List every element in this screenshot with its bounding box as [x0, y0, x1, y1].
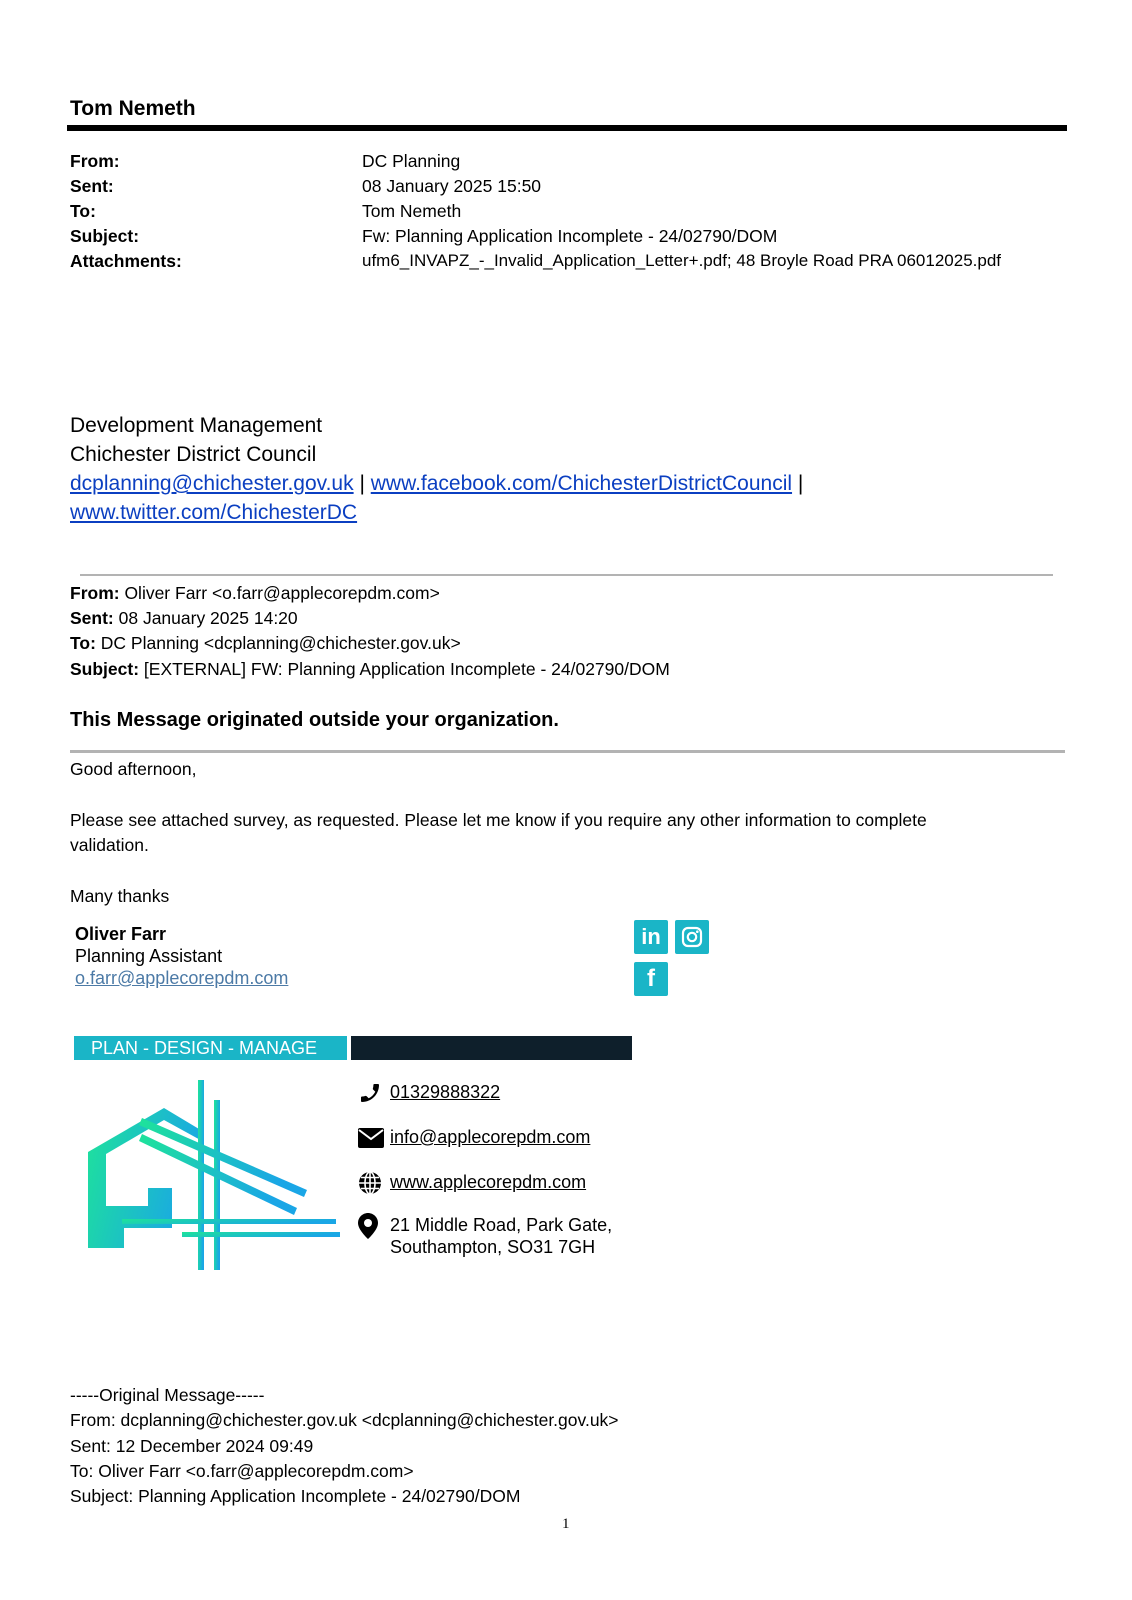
- header-sent-label: Sent:: [70, 176, 114, 196]
- header-attachments-value[interactable]: ufm6_INVAPZ_-_Invalid_Application_Letter+.pdf; 48 Broyle Road PRA 06012025.pdf: [362, 251, 1002, 270]
- original-from: From: dcplanning@chichester.gov.uk <dcplanning@chichester.gov.uk>: [70, 1410, 619, 1430]
- fwd-sent-value: 08 January 2025 14:20: [113, 608, 298, 628]
- body-line2: validation.: [70, 835, 149, 855]
- company-tagline: PLAN - DESIGN - MANAGE: [74, 1036, 347, 1060]
- address-row: [358, 1214, 612, 1258]
- sender-name: Oliver Farr: [75, 924, 167, 944]
- fwd-to: [70, 633, 461, 654]
- fwd-from-value: Oliver Farr <o.farr@applecorepdm.com>: [119, 583, 440, 603]
- applecore-logo: [82, 1080, 342, 1270]
- email-row: [358, 1126, 590, 1150]
- address-line1: 21 Middle Road, Park Gate,: [390, 1215, 613, 1235]
- body-greeting: Good afternoon,: [70, 759, 197, 779]
- address: [390, 1214, 612, 1258]
- sender-title: Planning Assistant: [75, 946, 223, 966]
- header-sent-value: 08 January 2025 15:50: [362, 176, 542, 196]
- website-row: [358, 1171, 586, 1195]
- address-line2: Southampton, SO31 7GH: [390, 1237, 596, 1257]
- facebook-link[interactable]: www.facebook.com/ChichesterDistrictCouncil: [370, 472, 793, 495]
- link-separator: |: [353, 472, 371, 495]
- instagram-glyph: [680, 925, 704, 949]
- fwd-subject-value: [EXTERNAL] FW: Planning Application Incomplete - 24/02790/DOM: [139, 659, 670, 679]
- warning-rule: [70, 750, 1065, 753]
- council-email-link[interactable]: dcplanning@chichester.gov.uk: [70, 472, 354, 495]
- fwd-to-value: DC Planning <dcplanning@chichester.gov.uk>: [95, 633, 461, 653]
- header-attachments-label: Attachments:: [70, 251, 182, 271]
- header-from-value: DC Planning: [362, 151, 461, 171]
- envelope-icon: [358, 1126, 388, 1150]
- map-pin-icon: [358, 1214, 388, 1238]
- fwd-from: [70, 583, 440, 604]
- body-line1: Please see attached survey, as requested. Please let me know if you require any other information to complete: [70, 810, 927, 830]
- phone-link[interactable]: 01329888322: [390, 1082, 501, 1102]
- website-link[interactable]: www.applecorepdm.com: [390, 1172, 587, 1192]
- phone-row: [358, 1081, 500, 1105]
- instagram-icon[interactable]: [675, 920, 709, 954]
- page-number: 1: [562, 1516, 570, 1532]
- globe-icon: [358, 1171, 388, 1195]
- linkedin-glyph: in: [641, 924, 661, 949]
- link-separator-end: |: [792, 472, 804, 495]
- linkedin-icon[interactable]: [634, 920, 668, 954]
- external-warning: This Message originated outside your organization.: [70, 709, 559, 731]
- original-sent: Sent: 12 December 2024 09:49: [70, 1436, 314, 1456]
- twitter-link[interactable]: www.twitter.com/ChichesterDC: [70, 501, 358, 524]
- tagline-bar: [351, 1036, 632, 1060]
- header-subject-label: Subject:: [70, 226, 140, 246]
- original-marker: -----Original Message-----: [70, 1385, 265, 1405]
- header-subject-value: Fw: Planning Application Incomplete - 24/02790/DOM: [362, 226, 778, 246]
- fwd-sent: [70, 608, 298, 629]
- fwd-to-label: To:: [70, 633, 96, 653]
- contact-email-link[interactable]: info@applecorepdm.com: [390, 1127, 591, 1147]
- fwd-subject: [70, 659, 670, 680]
- fwd-subject-label: Subject:: [70, 659, 140, 679]
- divider: [80, 574, 1053, 576]
- fwd-sent-label: Sent:: [70, 608, 114, 628]
- sender-email-link[interactable]: o.farr@applecorepdm.com: [75, 968, 289, 988]
- original-to: To: Oliver Farr <o.farr@applecorepdm.com>: [70, 1461, 414, 1481]
- fwd-from-label: From:: [70, 583, 120, 603]
- header-rule: [67, 125, 1067, 131]
- header-to-label: To:: [70, 201, 96, 221]
- council-name: Chichester District Council: [70, 443, 317, 466]
- council-signature: [70, 411, 803, 527]
- facebook-icon[interactable]: [634, 962, 668, 996]
- header-from-label: From:: [70, 151, 120, 171]
- council-dept: Development Management: [70, 414, 323, 437]
- facebook-glyph: f: [647, 965, 655, 992]
- mailbox-owner-name: Tom Nemeth: [70, 97, 196, 120]
- phone-icon: [358, 1081, 388, 1105]
- original-subject: Subject: Planning Application Incomplete - 24/02790/DOM: [70, 1486, 521, 1506]
- header-to-value: Tom Nemeth: [362, 201, 462, 221]
- body-closing: Many thanks: [70, 886, 170, 906]
